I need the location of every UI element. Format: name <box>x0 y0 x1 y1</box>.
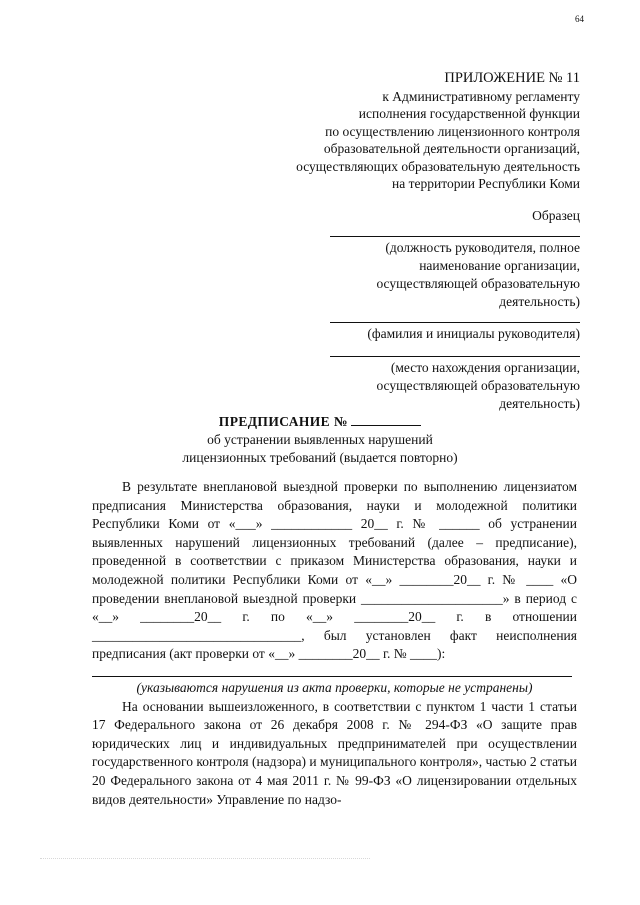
appendix-title: ПРИЛОЖЕНИЕ № 11 <box>444 70 580 86</box>
violations-note: (указываются нарушения из акта проверки, которые не устранены) <box>136 679 533 695</box>
document-number-blank <box>351 412 421 426</box>
recipient-position-caption: осуществляющей образовательную <box>376 276 580 291</box>
document-subtitle: об устранении выявленных нарушений <box>207 432 433 447</box>
document-heading <box>0 412 640 431</box>
recipient-position-caption: наименование организации, <box>419 258 580 273</box>
recipient-name-caption: (фамилия и инициалы руководителя) <box>367 326 580 341</box>
appendix-line: на территории Республики Коми <box>392 176 580 191</box>
recipient-name-field <box>330 322 580 343</box>
recipient-position-field <box>330 236 580 311</box>
document-title <box>0 412 640 467</box>
document-heading-text: ПРЕДПИСАНИЕ № <box>218 414 348 429</box>
recipient-position-caption: деятельность) <box>499 294 580 309</box>
sample-label: Образец <box>532 208 580 223</box>
recipient-location-field <box>330 356 580 413</box>
appendix-line: к Административному регламенту <box>382 88 580 104</box>
violations-blank-line <box>92 672 572 677</box>
appendix-line: исполнения государственной функции <box>358 106 580 121</box>
appendix-line: осуществляющих образовательную деятельность <box>296 158 580 174</box>
page-number: 64 <box>575 14 584 24</box>
legal-basis-paragraph: На основании вышеизложенного, в соответствии с пунктом 1 части 1 статьи 17 Федерального закона от 26 декабря 2008 г. № 294-ФЗ «О защите прав юридических лиц и индивидуальных предпринимателей при осуществлении государственного контроля (надзора) и муниципального контроля», частью 2 статьи 20 Федерального закона от 4 мая 2011 г. № 99-ФЗ «О лицензировании отдельных видов деятельности» Управление по надзо- <box>92 698 577 807</box>
recipient-position-caption: (должность руководителя, полное <box>385 240 580 255</box>
scan-artifact <box>40 858 370 859</box>
recipient-location-caption: деятельность) <box>499 396 580 411</box>
inspection-paragraph: В результате внеплановой выездной проверки по выполнению лицензиатом предписания Министерства образования, науки и молодежной политики Республики Коми от «___» ____________ 20__ г. № ______ об устранении выявленных нарушений лицензионных требований (далее – предписание), проведенной в соответствии с приказом Министерства образования, науки и молодежной политики Республики Коми от «__» ________20__ г. № ____ «О проведении внеплановой выездной проверки _____________________» в период с «__» ________20__ г. по «__» ________20__ г. в отношении _______________________________, был установлен факт неисполнения предписания (акт проверки от «__» ________20__ г. № ____): <box>92 479 577 662</box>
appendix-line: по осуществлению лицензионного контроля <box>325 123 580 139</box>
recipient-location-caption: (место нахождения организации, <box>390 360 580 375</box>
document-body <box>92 478 577 809</box>
appendix-line: образовательной деятельности организаций, <box>323 141 580 156</box>
document-subtitle: лицензионных требований (выдается повторно) <box>182 450 458 465</box>
recipient-location-caption: осуществляющей образовательную <box>376 378 580 393</box>
appendix-header <box>296 70 580 193</box>
